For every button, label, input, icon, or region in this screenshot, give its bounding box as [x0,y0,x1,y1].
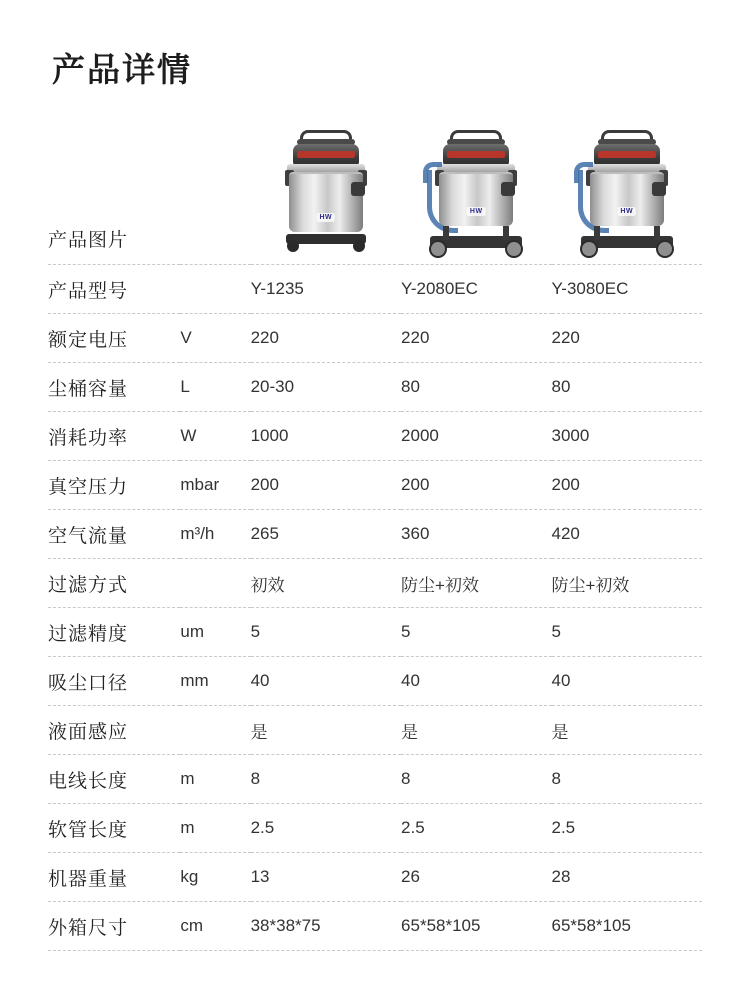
row-label: 空气流量 [48,510,180,559]
vacuum-illustration-y2080ec [421,126,531,258]
row-label: 软管长度 [48,804,180,853]
row-value-3: 420 [552,510,703,559]
row-value-3: 28 [552,853,703,902]
row-value-1: 8 [251,755,401,804]
specification-table [48,104,702,951]
row-value-2: 2000 [401,412,551,461]
row-unit: V [180,314,250,363]
row-value-1: 2.5 [251,804,401,853]
row-value-2: 5 [401,608,551,657]
row-unit: m³/h [180,510,250,559]
row-unit: m [180,804,250,853]
table-row [48,853,702,902]
product-image-cell-1 [251,104,401,265]
row-label: 消耗功率 [48,412,180,461]
brand-badge: HW [316,213,335,222]
table-row [48,363,702,412]
table-row [48,755,702,804]
row-unit [180,559,250,608]
table-row [48,902,702,951]
brand-badge: HW [617,207,636,216]
row-label: 真空压力 [48,461,180,510]
row-value-3: 2.5 [552,804,703,853]
row-value-1: 200 [251,461,401,510]
row-value-2: 8 [401,755,551,804]
row-value-2: 220 [401,314,551,363]
unit-cell-empty [180,104,250,265]
row-value-2: Y-2080EC [401,265,551,314]
row-unit [180,265,250,314]
row-unit: W [180,412,250,461]
row-value-3: 5 [552,608,703,657]
row-value-3: 65*58*105 [552,902,703,951]
vacuum-illustration-y3080ec [572,126,682,258]
row-label: 尘桶容量 [48,363,180,412]
row-label: 液面感应 [48,706,180,755]
row-value-2: 360 [401,510,551,559]
vacuum-illustration-y1235 [271,126,381,258]
row-value-1: 265 [251,510,401,559]
product-image-row [48,104,702,265]
table-row [48,706,702,755]
row-value-1: 220 [251,314,401,363]
row-unit: mbar [180,461,250,510]
row-unit: um [180,608,250,657]
row-value-3: Y-3080EC [552,265,703,314]
row-unit: kg [180,853,250,902]
row-value-1: 38*38*75 [251,902,401,951]
row-value-2: 26 [401,853,551,902]
row-value-3: 40 [552,657,703,706]
row-value-3: 220 [552,314,703,363]
row-unit: mm [180,657,250,706]
brand-badge: HW [467,207,486,216]
row-value-1: 1000 [251,412,401,461]
row-value-2: 200 [401,461,551,510]
row-value-3: 8 [552,755,703,804]
row-value-3: 3000 [552,412,703,461]
row-value-2: 65*58*105 [401,902,551,951]
row-value-1: 13 [251,853,401,902]
row-label: 外箱尺寸 [48,902,180,951]
row-label: 机器重量 [48,853,180,902]
row-value-2: 是 [401,706,551,755]
row-value-2: 40 [401,657,551,706]
row-value-1: Y-1235 [251,265,401,314]
page-title: 产品详情 [52,51,192,88]
row-value-3: 防尘+初效 [552,559,703,608]
row-label: 吸尘口径 [48,657,180,706]
row-value-2: 80 [401,363,551,412]
table-row [48,461,702,510]
row-value-3: 200 [552,461,703,510]
table-row [48,608,702,657]
row-value-1: 20-30 [251,363,401,412]
row-value-3: 80 [552,363,703,412]
row-label: 过滤精度 [48,608,180,657]
product-image-cell-2 [401,104,551,265]
row-value-2: 2.5 [401,804,551,853]
table-row [48,265,702,314]
product-image-cell-3 [552,104,703,265]
table-row [48,510,702,559]
row-label: 电线长度 [48,755,180,804]
row-label-product-image: 产品图片 [48,104,180,265]
row-unit [180,706,250,755]
table-row [48,559,702,608]
row-value-1: 初效 [251,559,401,608]
row-label: 产品型号 [48,265,180,314]
table-row [48,412,702,461]
table-row [48,657,702,706]
row-label: 过滤方式 [48,559,180,608]
row-unit: cm [180,902,250,951]
row-unit: m [180,755,250,804]
row-unit: L [180,363,250,412]
row-value-3: 是 [552,706,703,755]
row-value-2: 防尘+初效 [401,559,551,608]
table-row [48,314,702,363]
row-value-1: 40 [251,657,401,706]
row-value-1: 是 [251,706,401,755]
table-row [48,804,702,853]
row-value-1: 5 [251,608,401,657]
row-label: 额定电压 [48,314,180,363]
